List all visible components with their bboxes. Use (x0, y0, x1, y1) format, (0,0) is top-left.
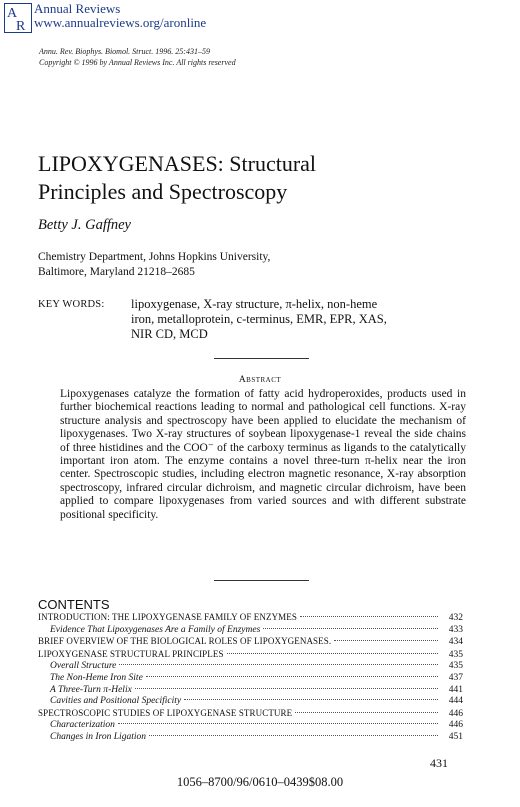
toc-leader-dots (135, 688, 438, 689)
toc-entry-title: Evidence That Lipoxygenases Are a Family of Enzymes (50, 624, 261, 635)
toc-leader-dots (184, 699, 438, 700)
affiliation-line-1: Chemistry Department, Johns Hopkins University, (38, 251, 271, 263)
toc-entry-page: 446 (448, 720, 463, 731)
toc-leader-dots (119, 664, 438, 665)
page-number: 431 (430, 756, 448, 770)
toc-entry-page: 441 (448, 684, 463, 695)
keywords-line-1: lipoxygenase, X-ray structure, π-helix, non-heme (131, 297, 378, 311)
svg-text:R: R (16, 19, 26, 33)
toc-entry-title: INTRODUCTION: THE LIPOXYGENASE FAMILY OF ENZYMES (38, 612, 297, 622)
toc-entry-page: 437 (448, 672, 463, 683)
toc-entry[interactable] (38, 636, 463, 649)
keywords-line-2: iron, metalloprotein, c-terminus, EMR, EPR, XAS, (131, 312, 387, 326)
toc-leader-dots (149, 735, 438, 736)
toc-entry[interactable] (38, 708, 463, 721)
toc-leader-dots (295, 712, 438, 713)
toc-leader-dots (146, 676, 438, 677)
citation-line-2: Copyright © 1996 by Annual Reviews Inc. All rights reserved (39, 58, 236, 67)
contents-heading: CONTENTS (38, 597, 110, 612)
toc-entry[interactable] (38, 673, 463, 685)
header-links (34, 2, 206, 30)
toc-entry-title: The Non-Heme Iron Site (50, 672, 143, 683)
toc-entry-page: 434 (448, 637, 463, 648)
toc-entry-title: LIPOXYGENASE STRUCTURAL PRINCIPLES (38, 648, 224, 659)
abstract-text: Lipoxygenases catalyze the formation of fatty acid hydroperoxides, products used in further biochemical reactions leading to normal and pathological cell functions. X-ray structure analysis and spectroscopy have been applied to elucidate the mechanism of lipoxygenases. Two X-ray structures of soybean lipoxygenase-1 reveal the side chains of three histidines and the COO⁻ of the carboxy terminus as ligands to the catalytically important iron atom. The enzyme contains a novel three-turn π-helix near the iron center. Spectroscopic studies, including electron magnetic resonance, X-ray absorption spectroscopy, infrared circular dichroism, and magnetic circular dichroism, have been applied to compare lipoxygenases from varied sources and with different substrate positional specificity. (60, 388, 466, 521)
publisher-name[interactable]: Annual Reviews (34, 1, 121, 16)
price-code: 1056–8700/96/0610–0439$08.00 (176, 775, 344, 789)
abstract-heading: Abstract (238, 375, 282, 385)
author-name: Betty J. Gaffney (38, 217, 131, 233)
toc-entry[interactable] (38, 732, 463, 744)
keywords-list (131, 297, 461, 342)
toc-entry[interactable] (38, 696, 463, 708)
toc-leader-dots (263, 628, 438, 629)
toc-leader-dots (227, 653, 438, 654)
publisher-url[interactable]: www.annualreviews.org/aronline (34, 15, 207, 30)
toc-entry-title: BRIEF OVERVIEW OF THE BIOLOGICAL ROLES OF LIPOXYGENASES. (38, 636, 332, 647)
divider-top (214, 358, 309, 359)
toc-entry-title: SPECTROSCOPIC STUDIES OF LIPOXYGENASE STRUCTURE (38, 707, 293, 718)
title-line-2: Principles and Spectroscopy (38, 179, 288, 204)
divider-bottom (214, 580, 309, 581)
toc-entry-title: Overall Structure (50, 661, 117, 672)
toc-entry[interactable] (38, 649, 463, 662)
toc-entry-page: 432 (448, 613, 463, 623)
citation (39, 46, 236, 68)
citation-line-1: Annu. Rev. Biophys. Biomol. Struct. 1996. 25:431–59 (39, 47, 210, 56)
table-of-contents (38, 612, 463, 744)
toc-entry-title: A Three-Turn π-Helix (50, 684, 132, 695)
affiliation (38, 250, 270, 280)
toc-entry[interactable] (38, 612, 463, 625)
toc-entry-page: 433 (448, 624, 463, 635)
keywords-line-3: NIR CD, MCD (131, 327, 208, 341)
toc-leader-dots (118, 723, 438, 724)
toc-entry[interactable] (38, 720, 463, 732)
title-line-1: LIPOXYGENASES: Structural (38, 151, 317, 176)
toc-entry-page: 435 (448, 661, 463, 672)
toc-entry-title: Cavities and Positional Specificity (50, 696, 182, 707)
toc-entry[interactable] (38, 685, 463, 697)
toc-entry[interactable] (38, 625, 463, 637)
keywords-label: KEY WORDS: (38, 299, 105, 310)
toc-leader-dots (334, 640, 438, 641)
toc-entry-page: 451 (448, 731, 463, 742)
toc-entry-title: Characterization (50, 720, 115, 731)
toc-entry-page: 444 (448, 696, 463, 707)
toc-entry-page: 435 (448, 649, 463, 660)
toc-entry-title: Changes in Iron Ligation (50, 731, 146, 742)
article-title (38, 150, 316, 206)
toc-leader-dots (300, 616, 438, 617)
toc-entry[interactable] (38, 661, 463, 673)
svg-text:A: A (7, 6, 18, 21)
annual-reviews-logo-icon (4, 3, 32, 33)
toc-entry-page: 446 (448, 708, 463, 719)
affiliation-line-2: Baltimore, Maryland 21218–2685 (38, 266, 195, 278)
